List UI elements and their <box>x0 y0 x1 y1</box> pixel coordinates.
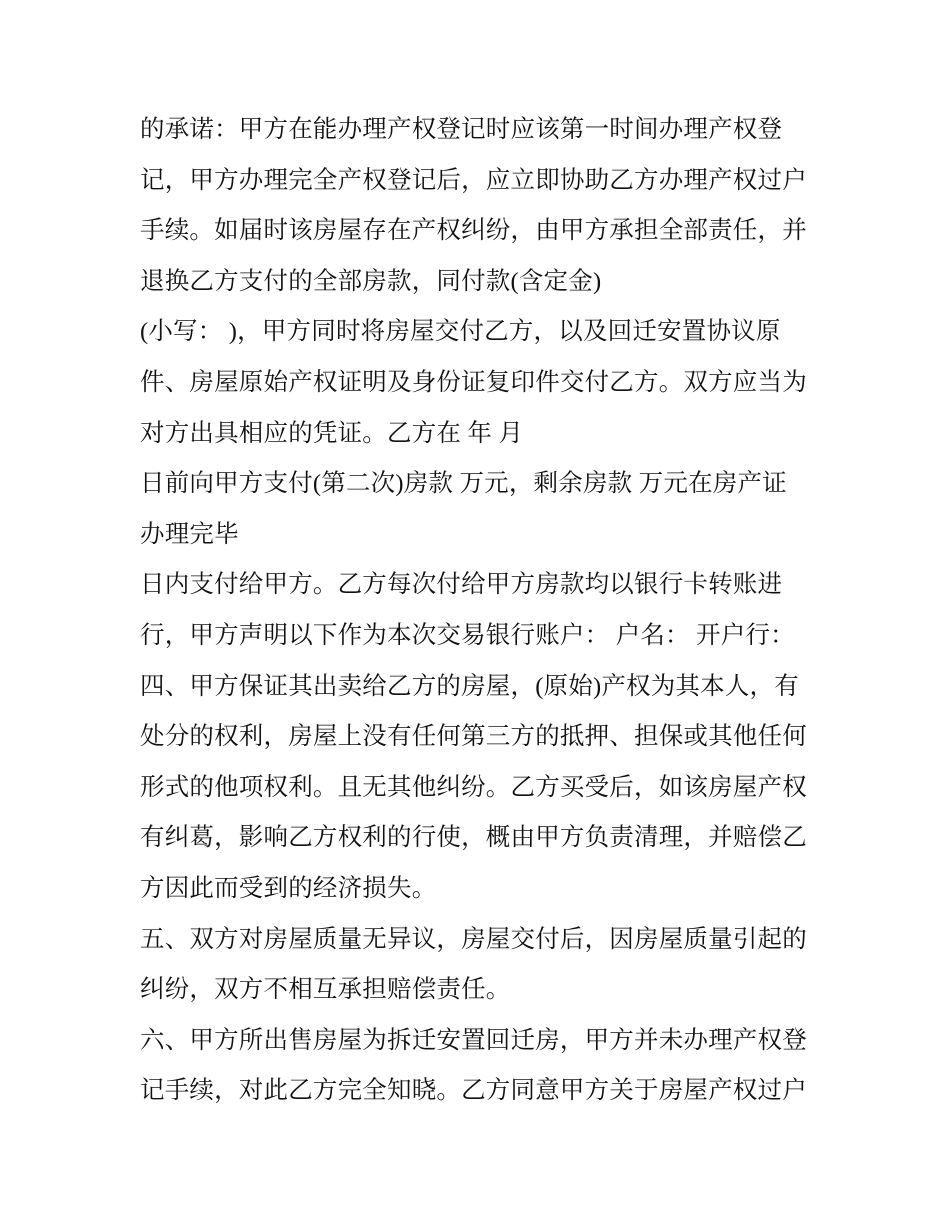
text-line: 件、房屋原始产权证明及身份证复印件交付乙方。双方应当为 <box>140 368 807 396</box>
text-line: 处分的权利，房屋上没有任何第三方的抵押、担保或其他任何 <box>140 723 807 751</box>
text-line: 日内支付给甲方。乙方每次付给甲方房款均以银行卡转账进 <box>140 571 783 599</box>
text-line: 纠纷，双方不相互承担赔偿责任。 <box>140 976 511 1004</box>
text-line: 四、甲方保证其出卖给乙方的房屋，(原始)产权为其本人，有 <box>140 672 799 700</box>
text-line: 退换乙方支付的全部房款，同付款(含定金) <box>140 267 602 295</box>
text-line: 有纠葛，影响乙方权利的行使，概由甲方负责清理，并赔偿乙 <box>140 824 807 852</box>
text-line: (小写： )，甲方同时将房屋交付乙方，以及回迁安置协议原 <box>140 318 781 346</box>
text-line: 形式的他项权利。且无其他纠纷。乙方买受后，如该房屋产权 <box>140 773 807 801</box>
text-line: 的承诺：甲方在能办理产权登记时应该第一时间办理产权登 <box>140 116 783 143</box>
text-line: 记，甲方办理完全产权登记后，应立即协助乙方办理产权过户 <box>140 166 807 194</box>
text-line: 六、甲方所出售房屋为拆迁安置回迁房，甲方并未办理产权登 <box>140 1026 807 1054</box>
text-line: 行，甲方声明以下作为本次交易银行账户： 户名： 开户行： <box>140 621 795 649</box>
document-page <box>140 112 830 1124</box>
text-line: 对方出具相应的凭证。乙方在 年 月 <box>140 419 524 447</box>
text-line: 办理完毕 <box>140 520 239 548</box>
text-line: 记手续，对此乙方完全知晓。乙方同意甲方关于房屋产权过户 <box>140 1077 807 1105</box>
text-line: 日前向甲方支付(第二次)房款 万元，剩余房款 万元在房产证 <box>140 470 787 498</box>
text-line: 手续。如届时该房屋存在产权纠纷，由甲方承担全部责任，并 <box>140 217 807 245</box>
text-line: 五、双方对房屋质量无异议，房屋交付后，因房屋质量引起的 <box>140 925 807 953</box>
text-line: 方因此而受到的经济损失。 <box>140 874 437 902</box>
